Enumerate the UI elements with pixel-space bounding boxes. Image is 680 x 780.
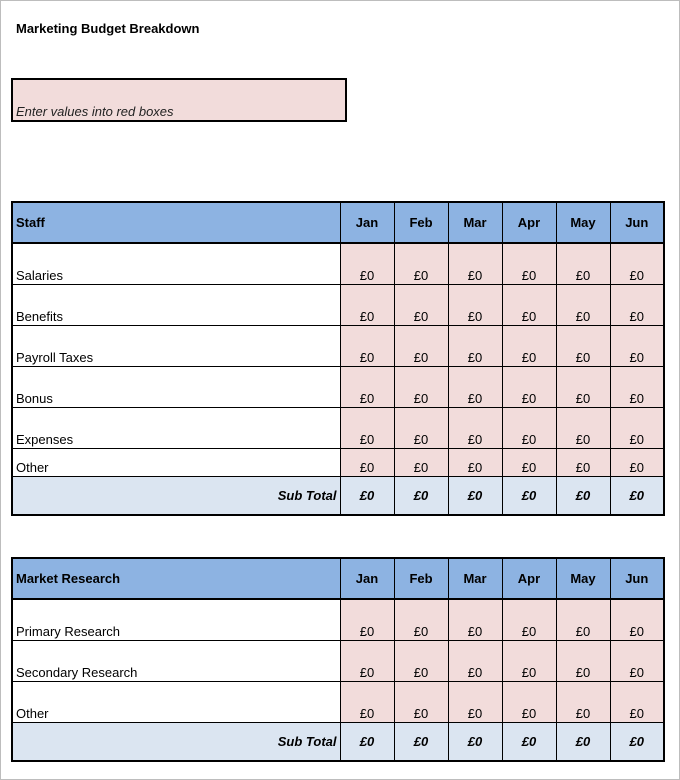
table-row xyxy=(12,284,664,325)
input-cell[interactable]: £0 xyxy=(502,681,556,722)
input-cell[interactable]: £0 xyxy=(394,325,448,366)
row-label: Other xyxy=(12,448,340,476)
subtotal-cell: £0 xyxy=(340,722,394,761)
input-cell[interactable]: £0 xyxy=(394,640,448,681)
month-header: Apr xyxy=(502,202,556,243)
month-header: Feb xyxy=(394,202,448,243)
input-cell[interactable]: £0 xyxy=(502,407,556,448)
input-cell[interactable]: £0 xyxy=(394,243,448,284)
table-row xyxy=(12,325,664,366)
month-header: May xyxy=(556,202,610,243)
input-cell[interactable]: £0 xyxy=(610,366,664,407)
input-cell[interactable]: £0 xyxy=(502,243,556,284)
input-cell[interactable]: £0 xyxy=(448,448,502,476)
month-header: Mar xyxy=(448,558,502,599)
table-row xyxy=(12,681,664,722)
input-cell[interactable]: £0 xyxy=(448,325,502,366)
header-row xyxy=(12,202,664,243)
input-cell[interactable]: £0 xyxy=(394,448,448,476)
month-header: Jan xyxy=(340,558,394,599)
input-cell[interactable]: £0 xyxy=(340,681,394,722)
header-row xyxy=(12,558,664,599)
subtotal-cell: £0 xyxy=(394,722,448,761)
input-cell[interactable]: £0 xyxy=(340,325,394,366)
month-header: Jan xyxy=(340,202,394,243)
input-cell[interactable]: £0 xyxy=(610,243,664,284)
month-header: Jun xyxy=(610,558,664,599)
input-cell[interactable]: £0 xyxy=(448,284,502,325)
subtotal-cell: £0 xyxy=(502,476,556,515)
row-label: Primary Research xyxy=(12,599,340,640)
input-cell[interactable]: £0 xyxy=(556,325,610,366)
input-cell[interactable]: £0 xyxy=(448,640,502,681)
subtotal-cell: £0 xyxy=(448,476,502,515)
table-row xyxy=(12,407,664,448)
row-label: Salaries xyxy=(12,243,340,284)
market-research-table xyxy=(11,557,665,762)
subtotal-row xyxy=(12,722,664,761)
input-cell[interactable]: £0 xyxy=(340,284,394,325)
input-cell[interactable]: £0 xyxy=(340,599,394,640)
row-label: Expenses xyxy=(12,407,340,448)
page-title: Marketing Budget Breakdown xyxy=(16,21,200,36)
subtotal-cell: £0 xyxy=(340,476,394,515)
input-cell[interactable]: £0 xyxy=(394,366,448,407)
instruction-text: Enter values into red boxes xyxy=(16,104,174,119)
input-cell[interactable]: £0 xyxy=(448,599,502,640)
input-cell[interactable]: £0 xyxy=(610,284,664,325)
input-cell[interactable]: £0 xyxy=(340,448,394,476)
input-cell[interactable]: £0 xyxy=(610,448,664,476)
input-cell[interactable]: £0 xyxy=(448,681,502,722)
input-cell[interactable]: £0 xyxy=(610,599,664,640)
input-cell[interactable]: £0 xyxy=(556,640,610,681)
input-cell[interactable]: £0 xyxy=(502,640,556,681)
subtotal-label: Sub Total xyxy=(12,722,340,761)
input-cell[interactable]: £0 xyxy=(340,640,394,681)
section-header: Staff xyxy=(12,202,340,243)
input-cell[interactable]: £0 xyxy=(448,243,502,284)
input-cell[interactable]: £0 xyxy=(502,599,556,640)
input-cell[interactable]: £0 xyxy=(556,407,610,448)
month-header: May xyxy=(556,558,610,599)
input-cell[interactable]: £0 xyxy=(502,325,556,366)
table-row xyxy=(12,366,664,407)
input-cell[interactable]: £0 xyxy=(448,407,502,448)
subtotal-row xyxy=(12,476,664,515)
subtotal-label: Sub Total xyxy=(12,476,340,515)
input-cell[interactable]: £0 xyxy=(340,407,394,448)
subtotal-cell: £0 xyxy=(394,476,448,515)
input-cell[interactable]: £0 xyxy=(340,366,394,407)
section-header: Market Research xyxy=(12,558,340,599)
month-header: Apr xyxy=(502,558,556,599)
table-row xyxy=(12,640,664,681)
input-cell[interactable]: £0 xyxy=(340,243,394,284)
row-label: Secondary Research xyxy=(12,640,340,681)
input-cell[interactable]: £0 xyxy=(556,599,610,640)
input-cell[interactable]: £0 xyxy=(610,681,664,722)
input-cell[interactable]: £0 xyxy=(556,243,610,284)
subtotal-cell: £0 xyxy=(610,722,664,761)
row-label: Bonus xyxy=(12,366,340,407)
input-cell[interactable]: £0 xyxy=(394,599,448,640)
input-cell[interactable]: £0 xyxy=(502,448,556,476)
subtotal-cell: £0 xyxy=(610,476,664,515)
table-row xyxy=(12,448,664,476)
staff-table xyxy=(11,201,665,516)
input-cell[interactable]: £0 xyxy=(502,284,556,325)
month-header: Feb xyxy=(394,558,448,599)
input-cell[interactable]: £0 xyxy=(556,448,610,476)
month-header: Mar xyxy=(448,202,502,243)
instruction-box xyxy=(11,78,347,122)
row-label: Payroll Taxes xyxy=(12,325,340,366)
input-cell[interactable]: £0 xyxy=(610,640,664,681)
input-cell[interactable]: £0 xyxy=(394,681,448,722)
input-cell[interactable]: £0 xyxy=(394,284,448,325)
input-cell[interactable]: £0 xyxy=(502,366,556,407)
table-row xyxy=(12,599,664,640)
input-cell[interactable]: £0 xyxy=(610,325,664,366)
row-label: Other xyxy=(12,681,340,722)
input-cell[interactable]: £0 xyxy=(556,366,610,407)
input-cell[interactable]: £0 xyxy=(556,284,610,325)
subtotal-cell: £0 xyxy=(502,722,556,761)
month-header: Jun xyxy=(610,202,664,243)
table-row xyxy=(12,243,664,284)
subtotal-cell: £0 xyxy=(448,722,502,761)
input-cell[interactable]: £0 xyxy=(610,407,664,448)
subtotal-cell: £0 xyxy=(556,476,610,515)
subtotal-cell: £0 xyxy=(556,722,610,761)
input-cell[interactable]: £0 xyxy=(556,681,610,722)
input-cell[interactable]: £0 xyxy=(448,366,502,407)
input-cell[interactable]: £0 xyxy=(394,407,448,448)
row-label: Benefits xyxy=(12,284,340,325)
